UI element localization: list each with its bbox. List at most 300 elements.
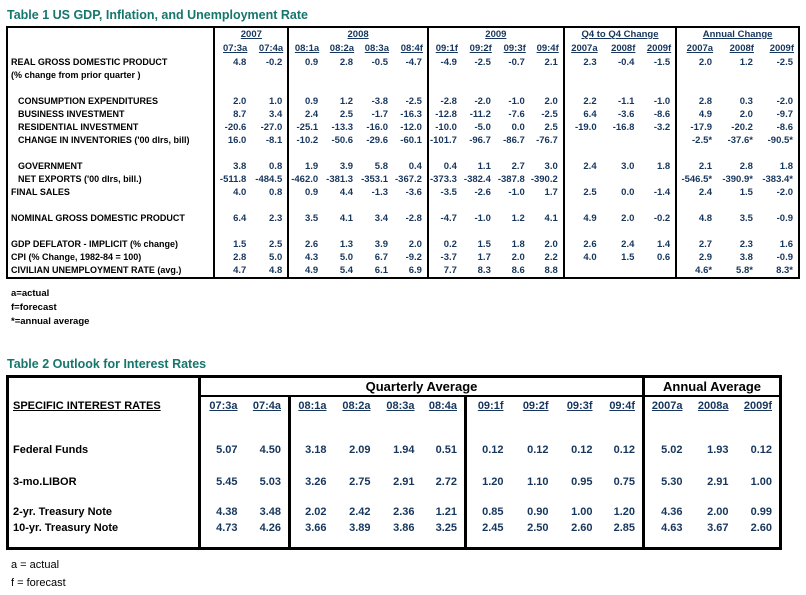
spacer-cell: [214, 225, 251, 238]
row-label: REAL GROSS DOMESTIC PRODUCT: [7, 56, 214, 69]
value-cell: [758, 69, 799, 82]
spacer-cell: [462, 199, 496, 212]
footnote-line: *=annual average: [11, 316, 90, 327]
value-cell: 3.25: [435, 522, 457, 534]
value-cell: -2.0: [474, 96, 491, 107]
spacer-cell: [466, 416, 511, 442]
value-cell: 2.7: [511, 161, 525, 172]
spacer-cell: [644, 490, 690, 504]
row-label: CHANGE IN INVENTORIES ('00 dlrs, bill): [7, 134, 214, 147]
value-cell: [602, 134, 640, 147]
value-cell: -0.7: [508, 57, 525, 68]
spacer-cell: [422, 536, 466, 548]
spacer-cell: [422, 458, 466, 474]
value-cell: 2.4: [288, 108, 323, 121]
value-cell: [428, 69, 462, 82]
value-cell: [462, 69, 496, 82]
spacer-cell: [200, 416, 245, 442]
quarter-header: 2009f: [743, 400, 772, 412]
value-cell: 2.8: [339, 57, 354, 68]
spacer-cell: [334, 490, 378, 504]
value-cell: -2.6: [474, 187, 491, 198]
spacer-cell: [428, 199, 462, 212]
spacer-cell: [378, 416, 422, 442]
value-cell: -8.6: [776, 122, 793, 133]
value-cell: -37.6*: [727, 135, 753, 146]
spacer-cell: [639, 225, 676, 238]
value-cell: 3.9: [374, 239, 389, 250]
value-cell: 5.8: [374, 161, 389, 172]
value-cell: -373.3: [428, 173, 462, 186]
spacer-cell: [564, 82, 602, 95]
value-cell: -17.9: [676, 121, 717, 134]
value-cell: -3.8: [371, 96, 389, 107]
value-cell: 2.0: [739, 109, 753, 120]
value-cell: 1.7: [544, 187, 558, 198]
value-cell: -3.7: [428, 251, 462, 264]
value-cell: 2.8: [676, 95, 717, 108]
value-cell: 2.0: [621, 213, 635, 224]
value-cell: 8.3: [477, 265, 491, 276]
value-cell: -101.7: [428, 134, 462, 147]
row-label: NET EXPORTS ('00 dlrs, bill.): [7, 173, 214, 186]
value-cell: 0.9: [288, 95, 323, 108]
quarter-header: 09:1f: [466, 396, 511, 416]
value-cell: 3.89: [349, 522, 371, 534]
spacer-cell: [422, 416, 466, 442]
value-cell: 1.8: [511, 239, 525, 250]
value-cell: 1.8: [779, 161, 793, 172]
value-cell: 2.0: [676, 56, 717, 69]
spacer-cell: [251, 225, 288, 238]
value-cell: -0.9: [776, 213, 793, 224]
value-cell: 0.8: [269, 187, 283, 198]
spacer-cell: [378, 536, 422, 548]
value-cell: [676, 69, 717, 82]
value-cell: 1.2: [739, 57, 753, 68]
spacer-cell: [676, 199, 717, 212]
value-cell: 2.75: [349, 476, 371, 488]
spacer-cell: [717, 82, 758, 95]
spacer-cell: [496, 225, 530, 238]
spacer-cell: [358, 199, 393, 212]
value-cell: -11.2: [469, 109, 491, 120]
row-label: 2-yr. Treasury Note: [8, 504, 200, 520]
value-cell: 3.67: [707, 522, 729, 534]
value-cell: [251, 69, 288, 82]
value-cell: 2.0: [544, 239, 558, 250]
spacer-cell: [496, 147, 530, 160]
footnote-line: f=forecast: [11, 302, 57, 313]
spacer-cell: [290, 416, 334, 442]
value-cell: -2.5: [776, 57, 793, 68]
quarter-header: 08:3a: [364, 43, 390, 54]
value-cell: 2.0: [214, 95, 251, 108]
spacer-cell: [600, 458, 644, 474]
value-cell: 2.2: [564, 95, 602, 108]
value-cell: -60.1: [400, 135, 422, 146]
quarter-header: 08:4f: [400, 43, 423, 54]
value-cell: 1.4: [656, 239, 671, 250]
value-cell: 4.9: [564, 212, 602, 225]
spacer-cell: [334, 458, 378, 474]
value-cell: 1.5: [621, 252, 635, 263]
spacer-cell: [288, 199, 323, 212]
value-cell: 2.5: [339, 109, 354, 120]
row-label: CPI (% Change, 1982-84 = 100): [7, 251, 214, 264]
value-cell: 4.8: [676, 212, 717, 225]
value-cell: 2.60: [571, 522, 593, 534]
value-cell: -382.4: [463, 174, 491, 185]
spacer-cell: [334, 416, 378, 442]
value-cell: -462.0: [288, 173, 323, 186]
value-cell: -381.3: [326, 174, 354, 185]
spacer-cell: [462, 225, 496, 238]
spacer-cell: [511, 490, 556, 504]
quarter-header: 08:3a: [386, 400, 415, 412]
value-cell: 3.9: [339, 161, 354, 172]
value-cell: -16.8: [612, 122, 635, 133]
spacer-cell: [676, 225, 717, 238]
spacer-cell: [644, 458, 690, 474]
value-cell: 2.36: [393, 506, 415, 518]
value-cell: -4.7: [405, 57, 422, 68]
value-cell: -29.6: [366, 135, 389, 146]
value-cell: -2.8: [405, 213, 422, 224]
row-label: CONSUMPTION EXPENDITURES: [7, 95, 214, 108]
quarter-header: 08:4a: [428, 400, 457, 412]
value-cell: 3.5: [288, 212, 323, 225]
spacer-row: [7, 225, 214, 238]
spacer-row: [8, 458, 200, 474]
spacer-cell: [290, 458, 334, 474]
value-cell: -13.3: [331, 122, 354, 133]
spacer-cell: [462, 147, 496, 160]
value-cell: 0.12: [527, 444, 549, 456]
spacer-cell: [393, 225, 428, 238]
row-label: FINAL SALES: [7, 186, 214, 199]
value-cell: 2.0: [408, 239, 422, 250]
spacer-cell: [639, 199, 676, 212]
value-cell: 0.75: [613, 476, 635, 488]
spacer-cell: [758, 82, 799, 95]
value-cell: -3.5: [428, 186, 462, 199]
row-label: 3-mo.LIBOR: [8, 474, 200, 490]
value-cell: 0.4: [428, 160, 462, 173]
value-cell: 2.1: [676, 160, 717, 173]
value-cell: -511.8: [214, 173, 251, 186]
value-cell: -390.2: [530, 174, 558, 185]
value-cell: -1.1: [618, 96, 635, 107]
spacer-cell: [428, 225, 462, 238]
value-cell: 6.9: [408, 265, 422, 276]
quarter-header: 09:4f: [609, 400, 635, 412]
quarter-header: 09:3f: [503, 43, 526, 54]
spacer-cell: [251, 147, 288, 160]
value-cell: 1.10: [527, 476, 549, 488]
value-cell: 4.1: [339, 213, 354, 224]
spacer-cell: [511, 458, 556, 474]
quarter-header: 07:3a: [214, 42, 251, 56]
value-cell: 1.5: [214, 238, 251, 251]
value-cell: 0.3: [739, 96, 753, 107]
value-cell: [214, 69, 251, 82]
spacer-cell: [466, 536, 511, 548]
quarter-header: 09:2f: [469, 43, 492, 54]
value-cell: 1.2: [511, 213, 525, 224]
value-cell: 0.0: [621, 187, 635, 198]
value-cell: 4.9: [288, 264, 323, 278]
value-cell: 2.9: [676, 251, 717, 264]
spacer-cell: [496, 82, 530, 95]
spacer-cell: [644, 536, 690, 548]
quarter-header: 08:1a: [290, 396, 334, 416]
spacer-row: [8, 536, 200, 548]
value-cell: -90.5*: [767, 135, 793, 146]
value-cell: [639, 264, 676, 278]
spacer-cell: [676, 147, 717, 160]
row-label: (% change from prior quarter ): [7, 69, 214, 82]
value-cell: -2.5: [474, 57, 491, 68]
value-cell: 5.4: [339, 265, 354, 276]
spacer-cell: [758, 225, 799, 238]
value-cell: -3.6: [405, 187, 422, 198]
value-cell: -20.6: [214, 121, 251, 134]
value-cell: -2.0: [776, 187, 793, 198]
spacer-cell: [556, 536, 600, 548]
row-label: NOMINAL GROSS DOMESTIC PRODUCT: [7, 212, 214, 225]
value-cell: [393, 69, 428, 82]
value-cell: 1.00: [750, 476, 772, 488]
group-header: 2007: [214, 27, 288, 42]
spacer-cell: [736, 458, 781, 474]
spacer-cell: [690, 416, 736, 442]
spacer-cell: [600, 416, 644, 442]
value-cell: -9.7: [776, 109, 793, 120]
value-cell: 4.9: [676, 108, 717, 121]
value-cell: 6.4: [564, 108, 602, 121]
spacer-cell: [717, 199, 758, 212]
value-cell: 5.0: [339, 252, 354, 263]
value-cell: [602, 69, 640, 82]
value-cell: 2.3: [739, 239, 753, 250]
value-cell: -16.0: [366, 122, 389, 133]
spacer-cell: [564, 147, 602, 160]
value-cell: [602, 173, 640, 186]
value-cell: 1.5: [739, 187, 753, 198]
spacer-cell: [564, 225, 602, 238]
value-cell: -2.5*: [676, 134, 717, 147]
value-cell: [564, 173, 602, 186]
value-cell: 2.60: [750, 522, 772, 534]
quarter-header: 07:4a: [258, 43, 284, 54]
spacer-cell: [200, 490, 245, 504]
value-cell: -10.0: [428, 121, 462, 134]
value-cell: 4.6*: [676, 264, 717, 278]
value-cell: 2.3: [269, 213, 283, 224]
value-cell: [639, 134, 676, 147]
quarter-header: 2007a: [644, 396, 690, 416]
value-cell: -8.1: [265, 135, 283, 146]
group-header: Q4 to Q4 Change: [564, 27, 676, 42]
quarter-header: 08:2a: [329, 43, 355, 54]
spacer-cell: [245, 536, 290, 548]
value-cell: -2.5: [405, 96, 422, 107]
value-cell: 8.3*: [776, 265, 793, 276]
quarter-header: 07:4a: [252, 400, 281, 412]
spacer-cell: [602, 147, 640, 160]
value-cell: 2.5: [269, 239, 283, 250]
value-cell: 4.8: [269, 265, 283, 276]
table1-corner-cell: [7, 27, 214, 56]
value-cell: -546.5*: [676, 173, 717, 186]
value-cell: 4.36: [644, 504, 690, 520]
value-cell: -383.4*: [762, 174, 793, 185]
value-cell: 2.91: [393, 476, 415, 488]
value-cell: -16.3: [400, 109, 422, 120]
value-cell: 2.0: [511, 252, 525, 263]
value-cell: 3.26: [290, 474, 334, 490]
spacer-cell: [690, 458, 736, 474]
value-cell: 4.26: [259, 522, 281, 534]
value-cell: 3.86: [393, 522, 415, 534]
value-cell: -390.9*: [722, 174, 753, 185]
spacer-row: [7, 147, 214, 160]
value-cell: -3.6: [618, 109, 635, 120]
quarter-header: 07:3a: [200, 396, 245, 416]
value-cell: 1.6: [779, 239, 793, 250]
spacer-cell: [200, 536, 245, 548]
quarter-header: 2008f: [729, 43, 754, 54]
spacer-cell: [393, 199, 428, 212]
value-cell: 1.9: [288, 160, 323, 173]
value-cell: 2.4: [621, 239, 635, 250]
value-cell: 2.09: [349, 444, 371, 456]
value-cell: 5.8*: [736, 265, 753, 276]
value-cell: -20.2: [731, 122, 753, 133]
value-cell: -0.2: [265, 57, 283, 68]
value-cell: 2.5: [564, 186, 602, 199]
spacer-cell: [358, 82, 393, 95]
value-cell: 0.12: [571, 444, 593, 456]
spacer-cell: [717, 147, 758, 160]
spacer-cell: [323, 225, 358, 238]
spacer-cell: [530, 199, 564, 212]
value-cell: 1.00: [571, 506, 593, 518]
value-cell: -12.8: [428, 108, 462, 121]
value-cell: 2.4: [676, 186, 717, 199]
spacer-cell: [600, 490, 644, 504]
value-cell: 0.85: [466, 504, 511, 520]
value-cell: 5.02: [644, 442, 690, 458]
quarter-header: 09:1f: [428, 42, 462, 56]
value-cell: [602, 264, 640, 278]
spacer-cell: [288, 225, 323, 238]
spacer-cell: [717, 225, 758, 238]
value-cell: -76.7: [536, 135, 558, 146]
value-cell: [530, 69, 564, 82]
value-cell: 1.94: [393, 444, 415, 456]
value-cell: 8.6: [511, 265, 525, 276]
value-cell: 3.4: [269, 109, 283, 120]
table1-title: Table 1 US GDP, Inflation, and Unemployment Rate: [7, 8, 308, 22]
value-cell: 7.7: [428, 264, 462, 278]
value-cell: -484.5: [255, 174, 283, 185]
spacer-cell: [251, 82, 288, 95]
value-cell: 2.45: [466, 520, 511, 536]
spacer-cell: [428, 82, 462, 95]
value-cell: 0.12: [613, 444, 635, 456]
spacer-cell: [602, 199, 640, 212]
spacer-cell: [564, 199, 602, 212]
value-cell: 4.0: [214, 186, 251, 199]
spacer-cell: [736, 536, 781, 548]
value-cell: -86.7: [503, 135, 525, 146]
value-cell: [496, 69, 530, 82]
value-cell: [717, 69, 758, 82]
value-cell: -387.8: [497, 174, 525, 185]
value-cell: 4.63: [644, 520, 690, 536]
spacer-cell: [428, 147, 462, 160]
spacer-cell: [323, 147, 358, 160]
value-cell: 0.4: [408, 161, 422, 172]
spacer-cell: [496, 199, 530, 212]
spacer-cell: [556, 416, 600, 442]
spacer-cell: [290, 490, 334, 504]
row-label: 10-yr. Treasury Note: [8, 520, 200, 536]
value-cell: 4.50: [259, 444, 281, 456]
value-cell: 8.7: [214, 108, 251, 121]
spacer-cell: [736, 416, 781, 442]
quarter-header: 09:3f: [566, 400, 593, 412]
spacer-cell: [323, 199, 358, 212]
value-cell: -353.1: [361, 174, 389, 185]
value-cell: 6.4: [214, 212, 251, 225]
spacer-cell: [251, 199, 288, 212]
quarter-header: 2007a: [676, 42, 717, 56]
spacer-cell: [602, 225, 640, 238]
spacer-cell: [200, 458, 245, 474]
spacer-cell: [214, 82, 251, 95]
spacer-cell: [676, 82, 717, 95]
span-header: Quarterly Average: [200, 377, 644, 397]
value-cell: 2.8: [214, 251, 251, 264]
value-cell: 3.8: [214, 160, 251, 173]
value-cell: -50.6: [331, 135, 354, 146]
value-cell: 3.0: [544, 161, 558, 172]
value-cell: 2.6: [564, 238, 602, 251]
footnote-line: f = forecast: [11, 576, 66, 589]
spacer-cell: [530, 225, 564, 238]
span-header: Annual Average: [644, 377, 781, 397]
spacer-cell: [556, 490, 600, 504]
value-cell: -0.9: [776, 252, 793, 263]
value-cell: 4.7: [214, 264, 251, 278]
value-cell: -1.4: [653, 187, 671, 198]
value-cell: 0.8: [269, 161, 283, 172]
value-cell: 8.8: [544, 265, 558, 276]
spacer-cell: [644, 416, 690, 442]
value-cell: 2.4: [564, 160, 602, 173]
value-cell: 0.0: [511, 122, 525, 133]
value-cell: 0.2: [428, 238, 462, 251]
spacer-cell: [602, 82, 640, 95]
spacer-cell: [556, 458, 600, 474]
value-cell: 3.48: [259, 506, 281, 518]
spacer-row: [8, 490, 200, 504]
value-cell: 2.50: [527, 522, 549, 534]
value-cell: -9.2: [405, 252, 422, 263]
